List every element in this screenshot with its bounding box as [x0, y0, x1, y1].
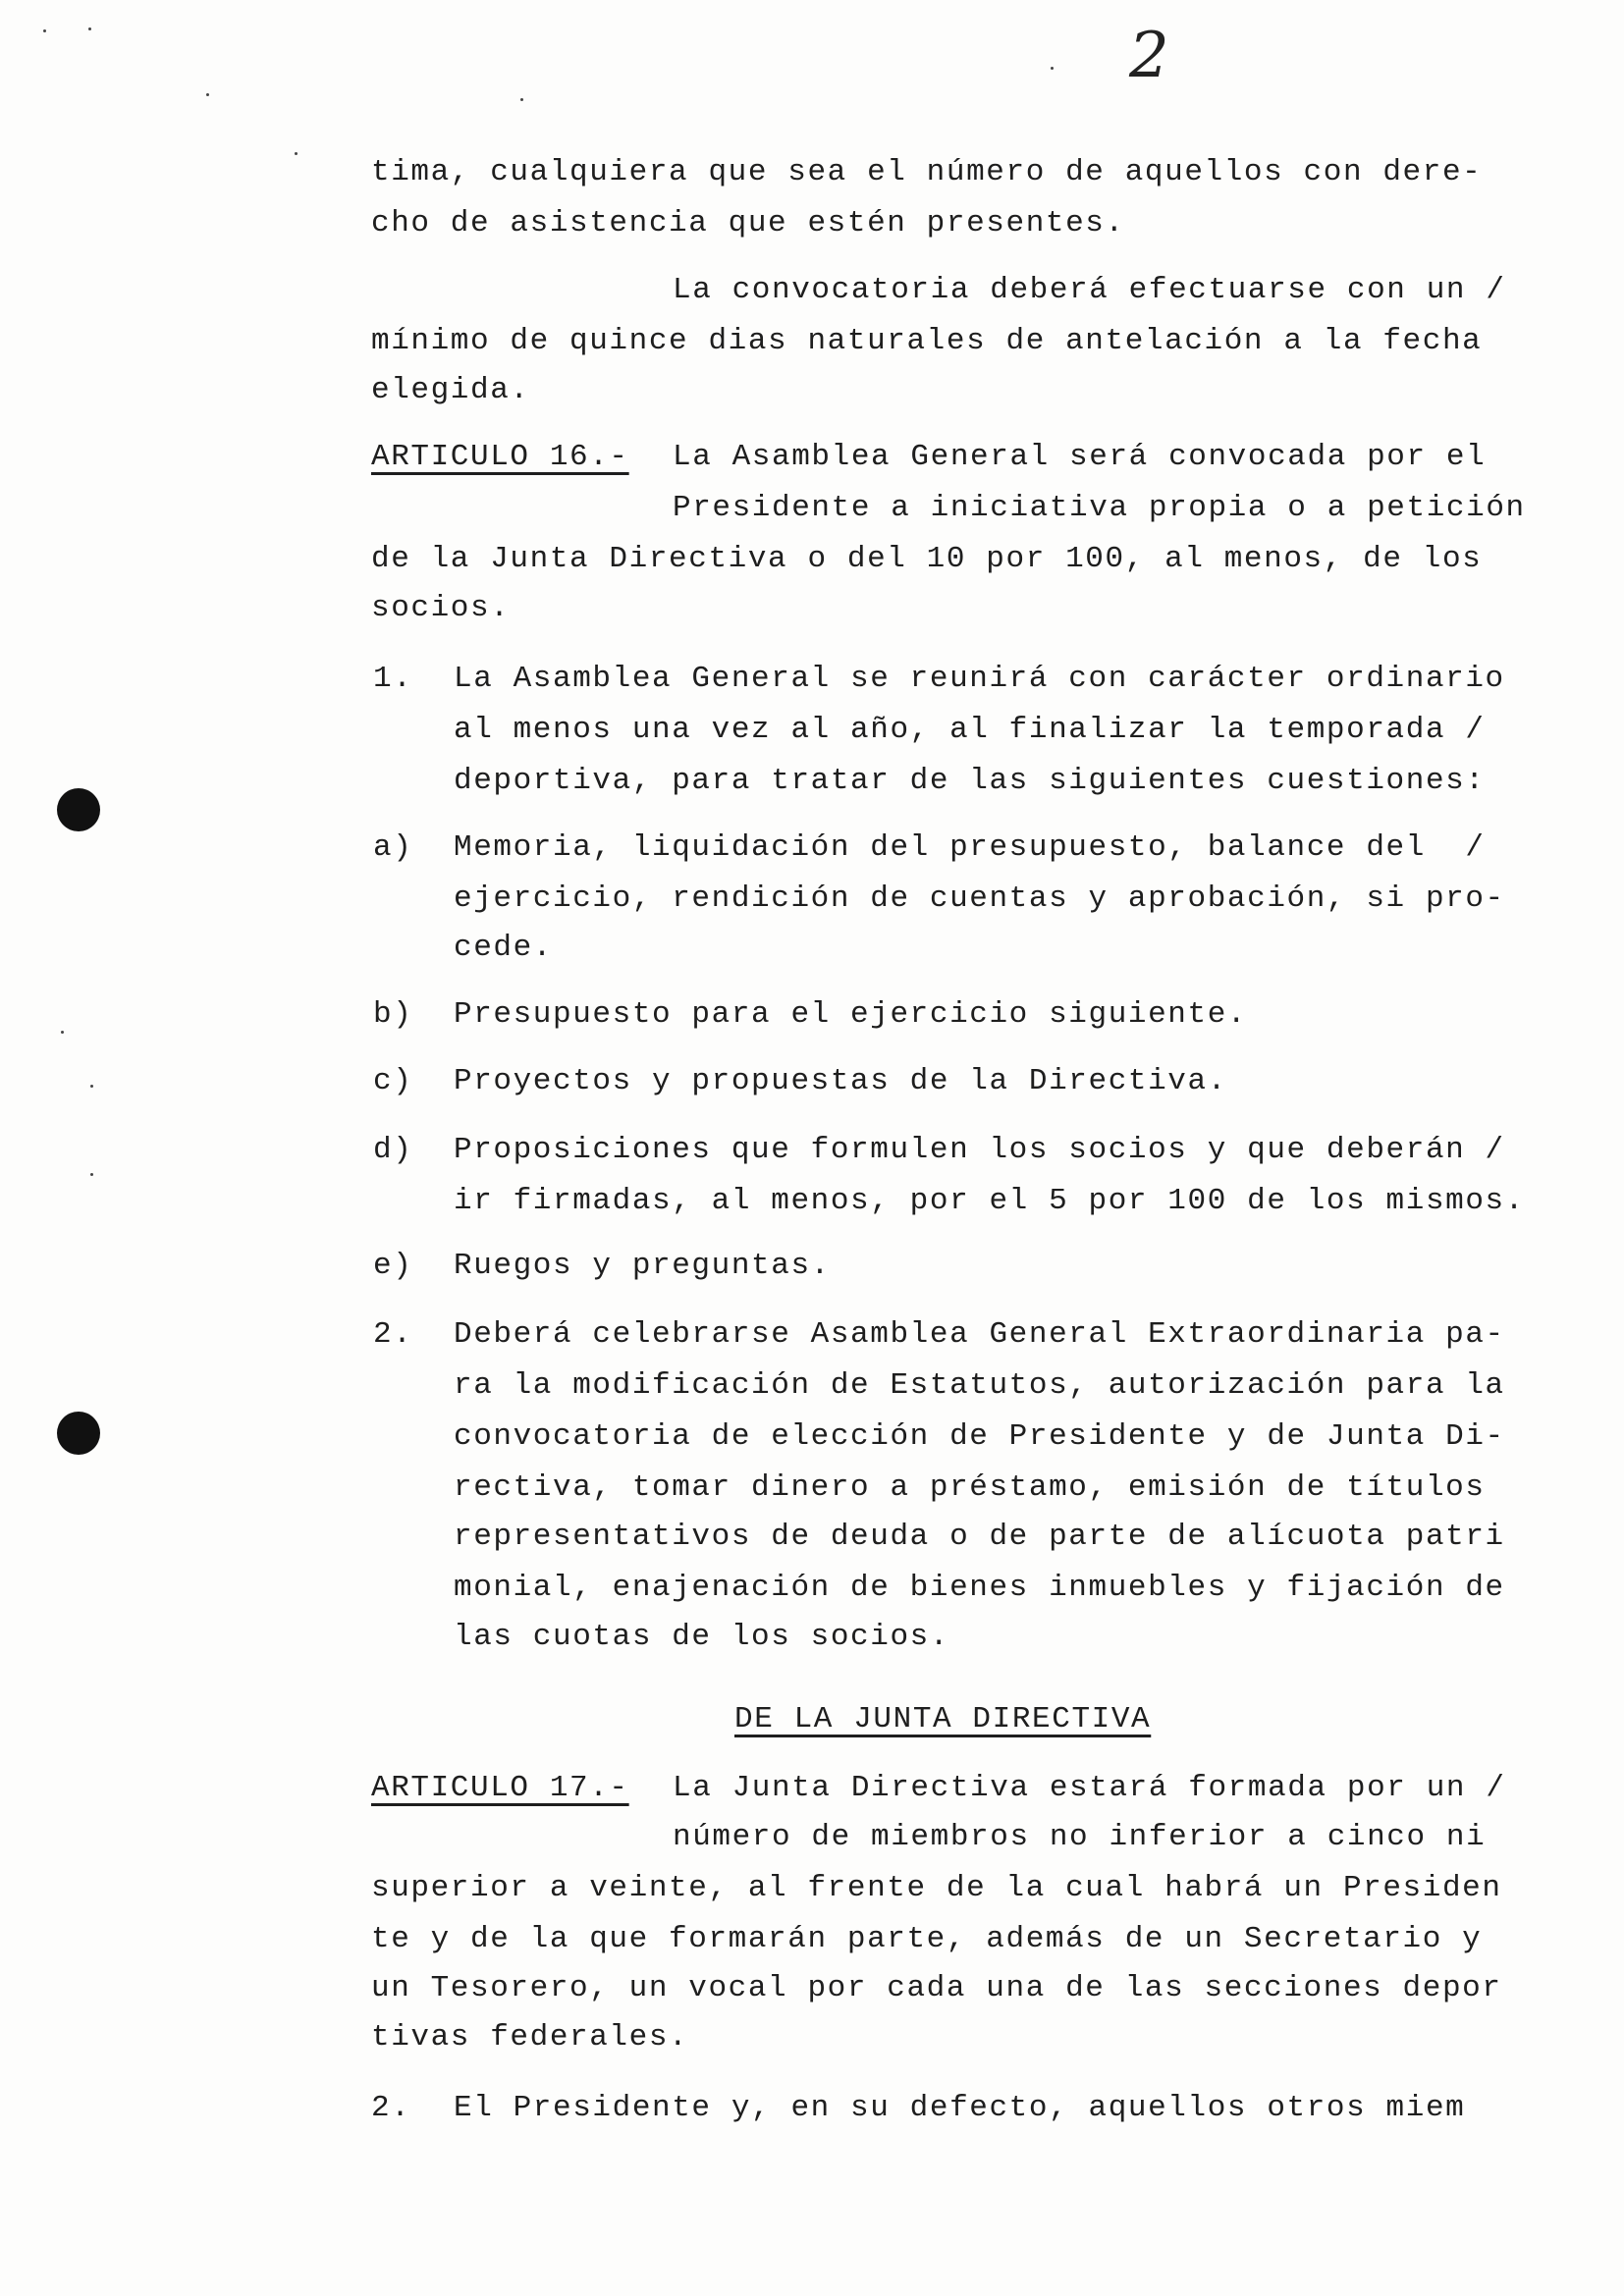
list-marker: e) — [373, 1249, 413, 1283]
article-17-label: ARTICULO 17.- — [371, 1771, 629, 1805]
list-item-line: Presupuesto para el ejercicio siguiente. — [454, 997, 1248, 1032]
scan-speck — [43, 29, 46, 32]
list-marker: 2. — [371, 2091, 411, 2125]
article-17-line: número de miembros no inferior a cinco ni — [673, 1820, 1487, 1854]
paragraph-line: mínimo de quince dias naturales de antelación a la fecha — [371, 324, 1483, 358]
list-item-line: rectiva, tomar dinero a préstamo, emisión de títulos — [454, 1470, 1486, 1505]
article-16-line: La Asamblea General será convocada por el — [673, 440, 1487, 474]
paragraph-line: tima, cualquiera que sea el número de aquellos con dere- — [371, 155, 1483, 189]
article-17-line: tivas federales. — [371, 2020, 689, 2055]
article-16-label: ARTICULO 16.- — [371, 440, 629, 474]
list-item-line: convocatoria de elección de Presidente y de Junta Di- — [454, 1419, 1505, 1454]
scan-speck — [520, 98, 523, 101]
list-item-line: ejercicio, rendición de cuentas y aprobación, si pro- — [454, 881, 1505, 916]
article-17-line: un Tesorero, un vocal por cada una de las secciones depor — [371, 1971, 1502, 2005]
scan-speck — [90, 1085, 93, 1088]
list-item-line: La Asamblea General se reunirá con carácter ordinario — [454, 662, 1505, 696]
list-marker: a) — [373, 830, 413, 865]
list-marker: c) — [373, 1064, 413, 1098]
list-marker: d) — [373, 1133, 413, 1167]
list-item-line: monial, enajenación de bienes inmuebles y fijación de — [454, 1571, 1505, 1605]
list-item-line: Proposiciones que formulen los socios y que deberán / — [454, 1133, 1505, 1167]
list-item-line: Memoria, liquidación del presupuesto, balance del / — [454, 830, 1486, 865]
scan-speck — [90, 1173, 93, 1176]
article-17-line: La Junta Directiva estará formada por un / — [673, 1771, 1506, 1805]
list-item-line: cede. — [454, 931, 554, 965]
list-marker: 1. — [373, 662, 413, 696]
list-marker: 2. — [373, 1317, 413, 1352]
list-item-line: Ruegos y preguntas. — [454, 1249, 831, 1283]
article-16-line: socios. — [371, 591, 511, 625]
paragraph-line: La convocatoria deberá efectuarse con un / — [673, 273, 1506, 307]
scan-speck — [206, 93, 209, 96]
scan-speck — [295, 152, 298, 155]
list-item-line: las cuotas de los socios. — [454, 1620, 950, 1654]
list-item-line: representativos de deuda o de parte de alícuota patri — [454, 1520, 1505, 1554]
scan-speck — [88, 27, 91, 30]
list-item-line: al menos una vez al año, al finalizar la temporada / — [454, 713, 1486, 747]
punch-hole-bottom — [57, 1412, 100, 1455]
scan-speck — [61, 1031, 64, 1034]
list-item-line: Deberá celebrarse Asamblea General Extraordinaria pa- — [454, 1317, 1505, 1352]
punch-hole-top — [57, 788, 100, 831]
section-heading: DE LA JUNTA DIRECTIVA — [734, 1702, 1152, 1736]
list-item-line: Proyectos y propuestas de la Directiva. — [454, 1064, 1227, 1098]
scan-speck — [1051, 67, 1054, 70]
page-number: 2 — [1129, 20, 1169, 92]
article-16-line: de la Junta Directiva o del 10 por 100, al menos, de los — [371, 542, 1483, 576]
list-item-line: ra la modificación de Estatutos, autorización para la — [454, 1368, 1505, 1403]
paragraph-line: elegida. — [371, 373, 530, 407]
article-16-line: Presidente a iniciativa propia o a petición — [673, 491, 1526, 525]
article-17-line: superior a veinte, al frente de la cual habrá un Presiden — [371, 1871, 1502, 1905]
list-item-line: deportiva, para tratar de las siguientes cuestiones: — [454, 764, 1486, 798]
list-item-line: ir firmadas, al menos, por el 5 por 100 de los mismos. — [454, 1184, 1525, 1218]
list-item-line: El Presidente y, en su defecto, aquellos otros miem — [454, 2091, 1466, 2125]
paragraph-line: cho de asistencia que estén presentes. — [371, 206, 1125, 240]
list-marker: b) — [373, 997, 413, 1032]
article-17-line: te y de la que formarán parte, además de un Secretario y — [371, 1922, 1483, 1956]
